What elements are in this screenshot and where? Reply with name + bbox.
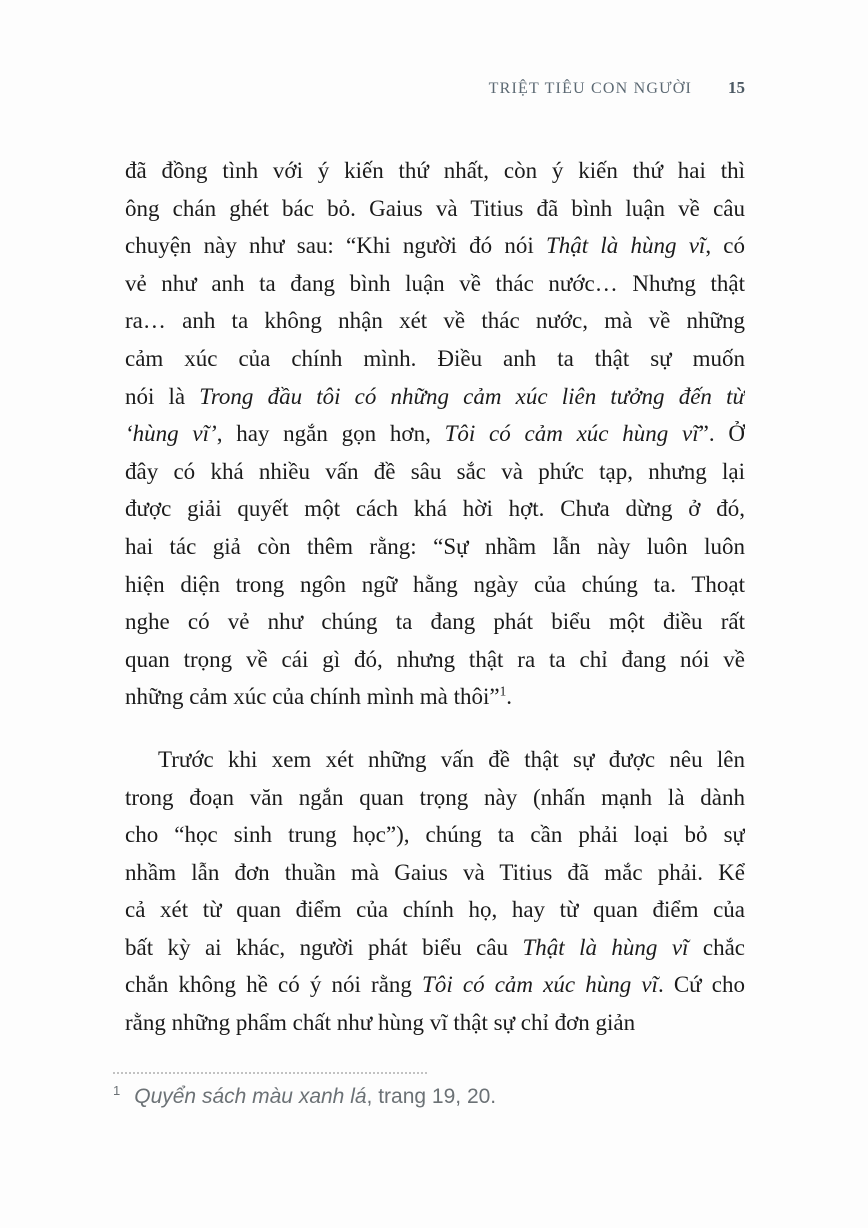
- footnote-line: [113, 1082, 753, 1112]
- text-run: đây có khá nhiều vấn đề sâu sắc và phức tạp, nhưng lại: [125, 458, 745, 484]
- text-line: [125, 929, 745, 967]
- text-run: . Cứ cho: [657, 972, 745, 998]
- text-run: cảm xúc của chính mình. Điều anh ta thật sự muốn: [125, 345, 745, 371]
- running-title: TRIỆT TIÊU CON NGƯỜI: [488, 80, 692, 97]
- text-run: nói là: [125, 383, 200, 409]
- paragraph-1: [125, 152, 745, 716]
- body-text: [125, 152, 745, 1042]
- text-line: [125, 966, 745, 1004]
- text-run: được giải quyết một cách khá hời hợt. Chưa dừng ở đó,: [125, 496, 745, 522]
- text-line: [125, 854, 745, 892]
- text-run: cả xét từ quan điểm của chính họ, hay từ quan điểm của: [125, 897, 745, 923]
- footnote-text: [134, 1085, 496, 1108]
- text-run: Tôi có cảm xúc hùng vĩ: [422, 972, 658, 998]
- text-run: ‘hùng vĩ’: [125, 421, 217, 447]
- text-line: [125, 378, 745, 416]
- text-run: Trước khi xem xét những vấn đề thật sự được nêu lên: [158, 746, 745, 772]
- text-line: [125, 566, 745, 604]
- text-line: [125, 340, 745, 378]
- text-run: nghe có vẻ như chúng ta đang phát biểu một điều rất: [125, 609, 745, 635]
- text-line: [125, 490, 745, 528]
- text-run: chắc: [688, 934, 745, 960]
- text-line: [125, 1004, 745, 1042]
- text-run: ”. Ở: [698, 421, 745, 447]
- text-run: Thật là hùng vĩ: [546, 233, 706, 259]
- text-run: bất kỳ ai khác, người phát biểu câu: [125, 934, 523, 960]
- page-number: 15: [728, 78, 745, 97]
- text-line: [125, 603, 745, 641]
- text-run: , có: [705, 233, 745, 259]
- text-line: [125, 741, 745, 779]
- footnote-separator: [113, 1072, 427, 1074]
- text-line: [125, 152, 745, 190]
- footnote: [113, 1072, 753, 1112]
- text-run: đã đồng tình với ý kiến thứ nhất, còn ý kiến thứ hai thì: [125, 158, 745, 183]
- text-line: [125, 528, 745, 566]
- text-line: [125, 190, 745, 228]
- text-line: [125, 678, 745, 716]
- text-line: [125, 641, 745, 679]
- text-run: ra… anh ta không nhận xét về thác nước, mà về những: [125, 308, 745, 334]
- text-line: [125, 891, 745, 929]
- text-run: Trong đầu tôi có những cảm xúc liên tưởng đến từ: [199, 383, 745, 409]
- text-line: [125, 227, 745, 265]
- text-run: cho “học sinh trung học”), chúng ta cần phải loại bỏ sự: [125, 822, 745, 848]
- footnote-reference: 1: [499, 683, 507, 699]
- text-run: vẻ như anh ta đang bình luận về thác nước… Nhưng thật: [125, 270, 745, 296]
- text-run: .: [506, 684, 513, 710]
- text-run: nhầm lẫn đơn thuần mà Gaius và Titius đã mắc phải. Kể: [125, 859, 745, 885]
- text-line: [125, 302, 745, 340]
- footnote-marker: 1: [113, 1083, 121, 1098]
- text-run: Thật là hùng vĩ: [522, 934, 689, 960]
- text-run: quan trọng về cái gì đó, nhưng thật ra ta chỉ đang nói về: [125, 646, 745, 672]
- text-run: rằng những phẩm chất như hùng vĩ thật sự chỉ đơn giản: [125, 1010, 636, 1036]
- paragraph-2: [125, 741, 745, 1042]
- text-line: [125, 816, 745, 854]
- text-run: chuyện này như sau: “Khi người đó nói: [125, 233, 546, 259]
- text-line: [125, 415, 745, 453]
- text-run: chắn không hề có ý nói rằng: [125, 972, 423, 998]
- text-run: hiện diện trong ngôn ngữ hằng ngày của chúng ta. Thoạt: [125, 571, 745, 597]
- text-run: , hay ngắn gọn hơn,: [216, 421, 445, 447]
- text-run: , trang 19, 20.: [366, 1085, 497, 1108]
- text-run: trong đoạn văn ngắn quan trọng này (nhấn mạnh là dành: [125, 784, 745, 810]
- text-line: [125, 779, 745, 817]
- text-run: Quyển sách màu xanh lá: [134, 1085, 367, 1108]
- text-line: [125, 453, 745, 491]
- text-line: [125, 265, 745, 303]
- text-run: ông chán ghét bác bỏ. Gaius và Titius đã bình luận về câu: [125, 195, 745, 221]
- text-run: hai tác giả còn thêm rằng: “Sự nhầm lẫn này luôn luôn: [125, 533, 745, 559]
- text-run: Tôi có cảm xúc hùng vĩ: [444, 421, 699, 447]
- text-run: những cảm xúc của chính mình mà thôi”: [125, 684, 500, 710]
- running-header: [125, 78, 745, 98]
